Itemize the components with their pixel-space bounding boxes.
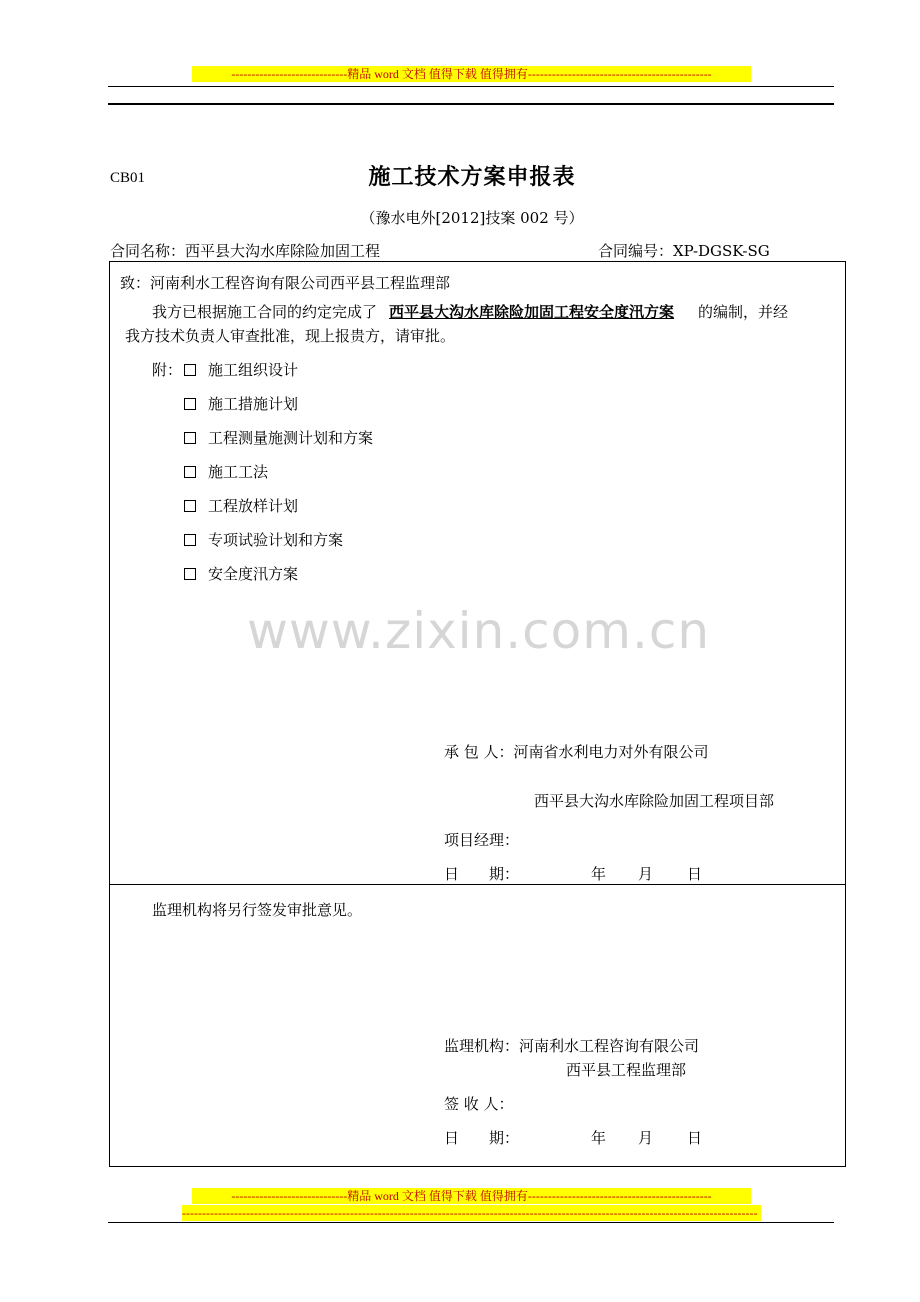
supervision-date-label: 日 期： [444,1129,520,1147]
checkbox-icon[interactable] [184,432,196,444]
supervision-date-year: 年 [591,1129,607,1147]
checkbox-icon[interactable] [184,398,196,410]
attachment-label: 专项试验计划和方案 [208,531,344,549]
supervision-date-day: 日 [687,1129,703,1147]
project-department: 西平县大沟水库除险加固工程项目部 [534,792,775,810]
project-name: 西平县大沟水库除险加固工程安全度汛方案 [389,303,675,321]
header-banner: -----------------------------精品 word 文档 值得下载 值得拥有---------------------------------------------- [192,66,751,82]
header-rule-thin [108,86,834,87]
attachment-label: 安全度汛方案 [208,565,299,583]
checkbox-icon[interactable] [184,364,196,376]
checkbox-icon[interactable] [184,568,196,580]
body-line-1 [152,301,788,322]
contractor-name: 河南省水利电力对外有限公司 [513,743,709,761]
contractor-label: 承 包 人： [444,743,514,761]
header-rule-thick [108,103,834,105]
submission-date-label: 日 期： [444,865,520,883]
supervision-org-row [444,1035,699,1056]
form-table [109,261,846,1167]
contractor-row [444,741,709,762]
attachment-label: 施工组织设计 [208,361,299,379]
attachment-label: 工程放样计划 [208,497,299,515]
attachment-item[interactable] [184,495,298,516]
receiver-label: 签 收 人： [444,1095,514,1113]
submission-date-month: 月 [638,865,654,883]
checkbox-icon[interactable] [184,534,196,546]
body-prefix: 我方已根据施工合同的约定完成了 [152,303,378,321]
body-suffix: 的编制，并经 [698,303,789,321]
footer-banner: -----------------------------精品 word 文档 值得下载 值得拥有---------------------------------------------- [192,1188,751,1204]
footer-rule [108,1222,834,1223]
attachment-label: 施工工法 [208,463,269,481]
footer-banner-dashes: ------------------------------------------------------------------------------------------------------------------------------------------------ [182,1205,761,1221]
attachment-item[interactable] [184,427,373,448]
manager-label: 项目经理： [444,831,520,849]
supervision-org-name: 河南利水工程咨询有限公司 [519,1037,700,1055]
attachments-label: 附： [152,361,183,379]
supervision-dept: 西平县工程监理部 [566,1061,687,1079]
attachment-item[interactable] [184,529,343,550]
checkbox-icon[interactable] [184,466,196,478]
attachment-label: 工程测量施测计划和方案 [208,429,374,447]
watermark: www.zixin.com.cn [246,602,711,660]
section-divider [110,884,845,885]
document-number: （豫水电外[2012]技案 002 号） [360,209,584,227]
attachment-item[interactable] [184,563,298,584]
body-line-2: 我方技术负责人审查批准，现上报贵方，请审批。 [125,327,456,345]
submission-date-day: 日 [687,865,703,883]
attachment-item[interactable] [184,461,268,482]
addressee: 致：河南利水工程咨询有限公司西平县工程监理部 [120,274,451,292]
form-code: CB01 [110,170,146,186]
attachment-label: 施工措施计划 [208,395,299,413]
supervision-opinion: 监理机构将另行签发审批意见。 [152,901,363,919]
checkbox-icon[interactable] [184,500,196,512]
attachment-item[interactable] [184,359,298,380]
supervision-date-month: 月 [638,1129,654,1147]
contract-number: 合同编号：XP-DGSK-SG [598,242,770,260]
supervision-org-label: 监理机构： [444,1037,520,1055]
submission-date-year: 年 [591,865,607,883]
contract-name: 合同名称：西平县大沟水库除险加固工程 [110,242,381,260]
attachment-item[interactable] [184,393,298,414]
document-title: 施工技术方案申报表 [368,164,576,190]
